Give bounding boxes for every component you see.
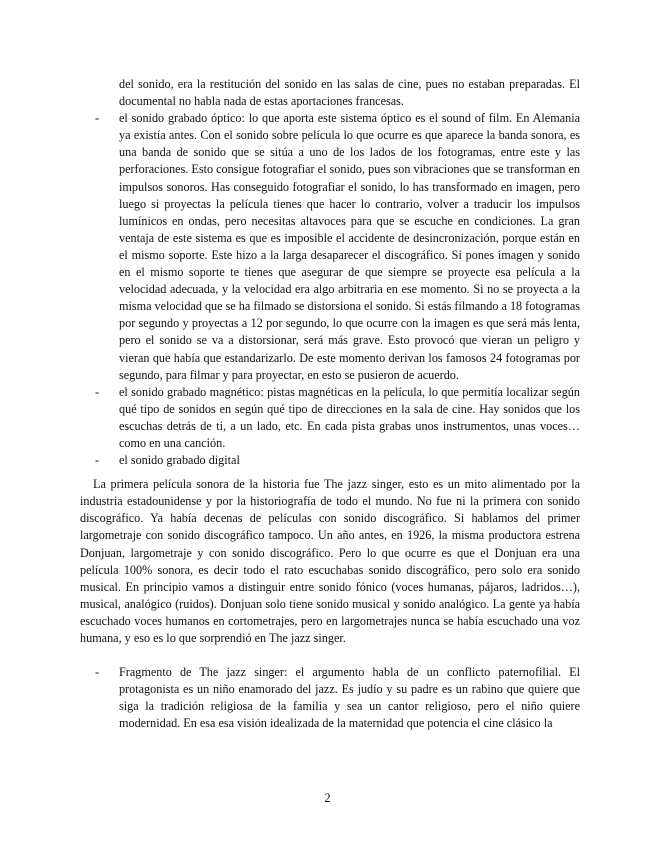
- list-item: [80, 664, 580, 732]
- fragment-list: [80, 664, 580, 732]
- list-item: [80, 110, 580, 384]
- list-item-text: el sonido grabado óptico: lo que aporta este sistema óptico es el sound of film. En Alemania ya existía antes. Con el sonido sobre película lo que ocurre es que aparece la banda sonora, es una banda de sonido que se sitúa a uno de los lados de los fotogramas, entre este y las perforaciones. Esto consigue fotografiar el sonido, pues son vibraciones que se transforman en impulsos sonoros. Has conseguido fotografiar el sonido, lo has transformado en imagen, pero luego si proyectas la película tienes que hacer lo contrario, volver a traducir los impulsos lumínicos en ondas, pero necesitas altavoces para que se escuche en condiciones. La gran ventaja de este sistema es que es imposible el accidente de desincronización, porque están en el mismo soporte. Este hizo a la larga desaparecer el discográfico. Si pones imagen y sonido en el mismo soporte te tienes que asegurar de que siempre se proyecte esa película a la velocidad adecuada, y la velocidad era algo arbitraria en ese momento. Si no se proyecta a la misma velocidad que se ha filmado se distorsiona el sonido. Si estás filmando a 18 fotogramas por segundo y proyectas a 12 por segundo, lo que ocurre con la imagen es que será más lenta, pero el sonido se va a distorsionar, será más grave. Esto provocó que vieran un peligro y vieran que había que estandarizarlo. De este momento derivan los famosos 24 fotogramas por segundo, para filmar y para proyectar, en esto se pusieron de acuerdo.: [119, 111, 581, 382]
- list-item: [80, 452, 580, 469]
- page-body: [80, 76, 580, 732]
- list-dash: -: [95, 665, 100, 680]
- list-dash: -: [95, 384, 100, 399]
- continuation-text: del sonido, era la restitución del sonido en las salas de cine, pues no estaban preparadas. El documental no habla nada de estas aportaciones francesas.: [119, 77, 580, 109]
- body-paragraph: La primera película sonora de la historia fue The jazz singer, esto es un mito alimentado por la industria estadounidense y por la historiografía de todo el mundo. No fue ni la primera con sonido discográfico. Ya había decenas de películas con sonido discográfico. Si hablamos del primer largometraje con sonido discográfico tampoco. Un año antes, en 1926, la misma productora estrena Donjuan, largometraje y con sonido discográfico. Pero lo que ocurre es que el Donjuan era una película 100% sonora, es decir todo el rato escuchabas sonido discográfico, pero solo era sonido musical. En principio vamos a distinguir entre sonido fónico (voces humanas, pájaros, ladridos…), musical, analógico (ruidos). Donjuan solo tiene sonido musical y sonido analógico. La gente ya había escuchado voces humanos en cortometrajes, pero en largometrajes nunca se había escuchado una voz humana, y eso es lo que sorprendió en The jazz singer.: [80, 477, 580, 645]
- list-dash: -: [95, 111, 100, 126]
- list-item-text: Fragmento de The jazz singer: el argumento habla de un conflicto paternofilial. El protagonista es un niño enamorado del jazz. Es judío y su padre es un rabino que quiere que siga la tradición religiosa de la familia y sea un cantor religioso, pero el niño quiere modernidad. En esa esa visión idealizada de la maternidad que potencia el cine clásico la: [119, 665, 580, 731]
- list-item: [80, 384, 580, 452]
- page-number: 2: [324, 791, 331, 805]
- list-item-text: el sonido grabado digital: [119, 453, 240, 468]
- list-item-text: el sonido grabado magnético: pistas magnéticas en la película, lo que permitía localizar según qué tipo de sonidos en según qué tipo de direcciones en la sala de cine. Hay sonidos que los escuchas detrás de ti, a un lado, etc. En cada pista grabas unos instrumentos, unas voces… como en una canción.: [119, 384, 580, 450]
- list-dash: -: [95, 453, 100, 468]
- sound-types-list: [80, 110, 580, 469]
